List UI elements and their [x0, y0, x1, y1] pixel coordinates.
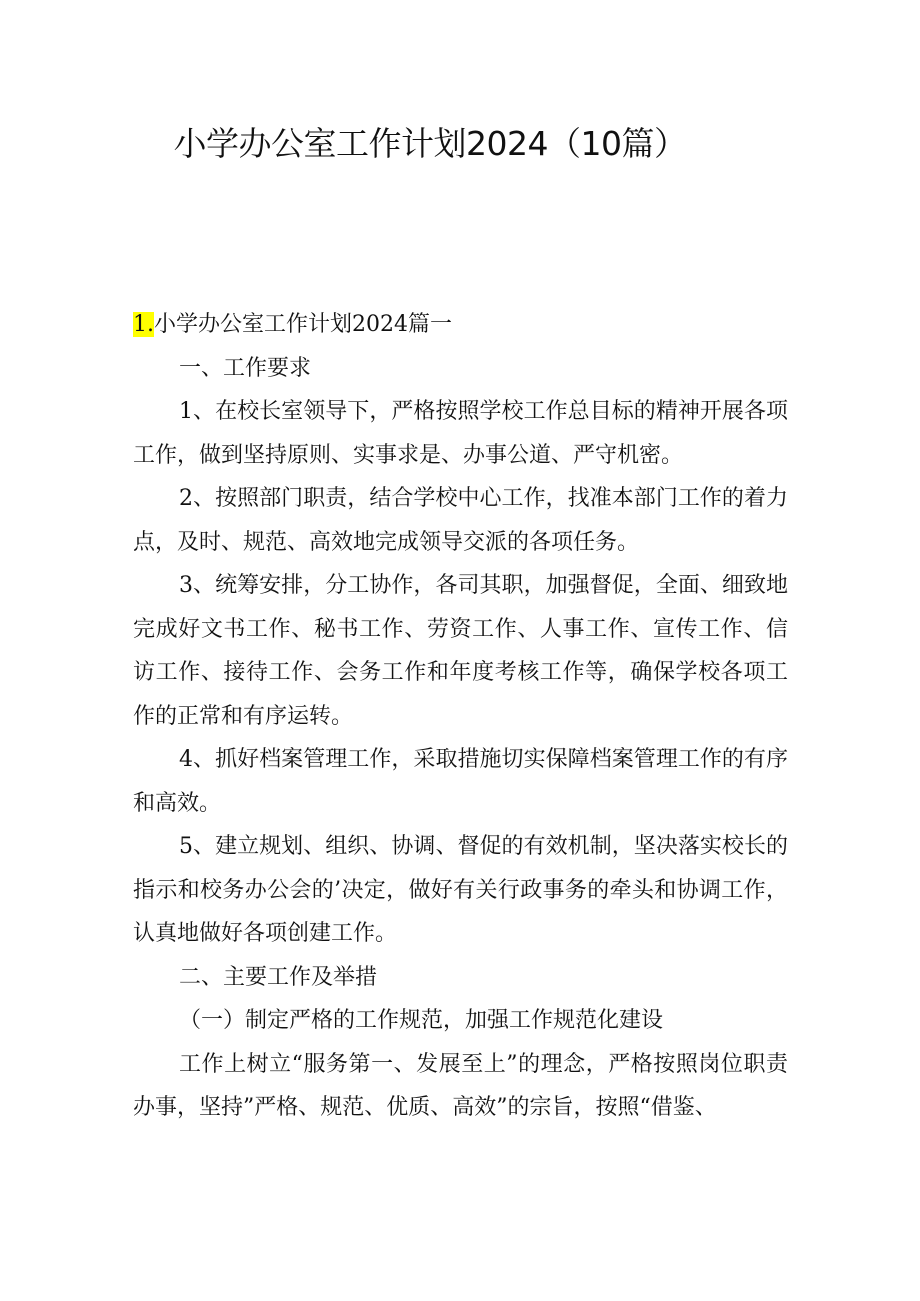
subheading-main-work: 二、主要工作及举措	[179, 964, 378, 990]
section-heading	[133, 303, 788, 347]
paragraph-item-1: 1、在校长室领导下，严格按照学校工作总目标的精神开展各项工作，做到坚持原则、实事求是、办事公道、严守机密。	[133, 399, 788, 468]
document-title: 小学办公室工作计划2024（10篇）	[173, 124, 687, 163]
document-body	[133, 303, 788, 1130]
section-heading-text: 小学办公室工作计划2024篇一	[154, 312, 452, 337]
paragraph-item-3: 3、统筹安排，分工协作，各司其职，加强督促，全面、细致地完成好文书工作、秘书工作、劳资工作、人事工作、宣传工作、信访工作、接待工作、会务工作和年度考核工作等，确保学校各项工作的正常和有序运转。	[133, 573, 788, 729]
paragraph-item-4: 4、抓好档案管理工作，采取措施切实保障档案管理工作的有序和高效。	[133, 747, 788, 816]
paragraph-work-philosophy: 工作上树立“服务第一、发展至上”的理念，严格按照岗位职责办事，坚持”严格、规范、优质、高效”的宗旨，按照“借鉴、	[133, 1051, 788, 1120]
section-number-highlight: 1.	[133, 312, 154, 337]
paragraph-item-5: 5、建立规划、组织、协调、督促的有效机制，坚决落实校长的指示和校务办公会的’决定，做好有关行政事务的牵头和协调工作，认真地做好各项创建工作。	[133, 834, 788, 946]
paragraph-item-2: 2、按照部门职责，结合学校中心工作，找准本部门工作的着力点，及时、规范、高效地完成领导交派的各项任务。	[133, 486, 788, 555]
subheading-requirements: 一、工作要求	[179, 355, 312, 381]
subheading-work-norms: （一）制定严格的工作规范，加强工作规范化建设	[179, 1008, 664, 1033]
